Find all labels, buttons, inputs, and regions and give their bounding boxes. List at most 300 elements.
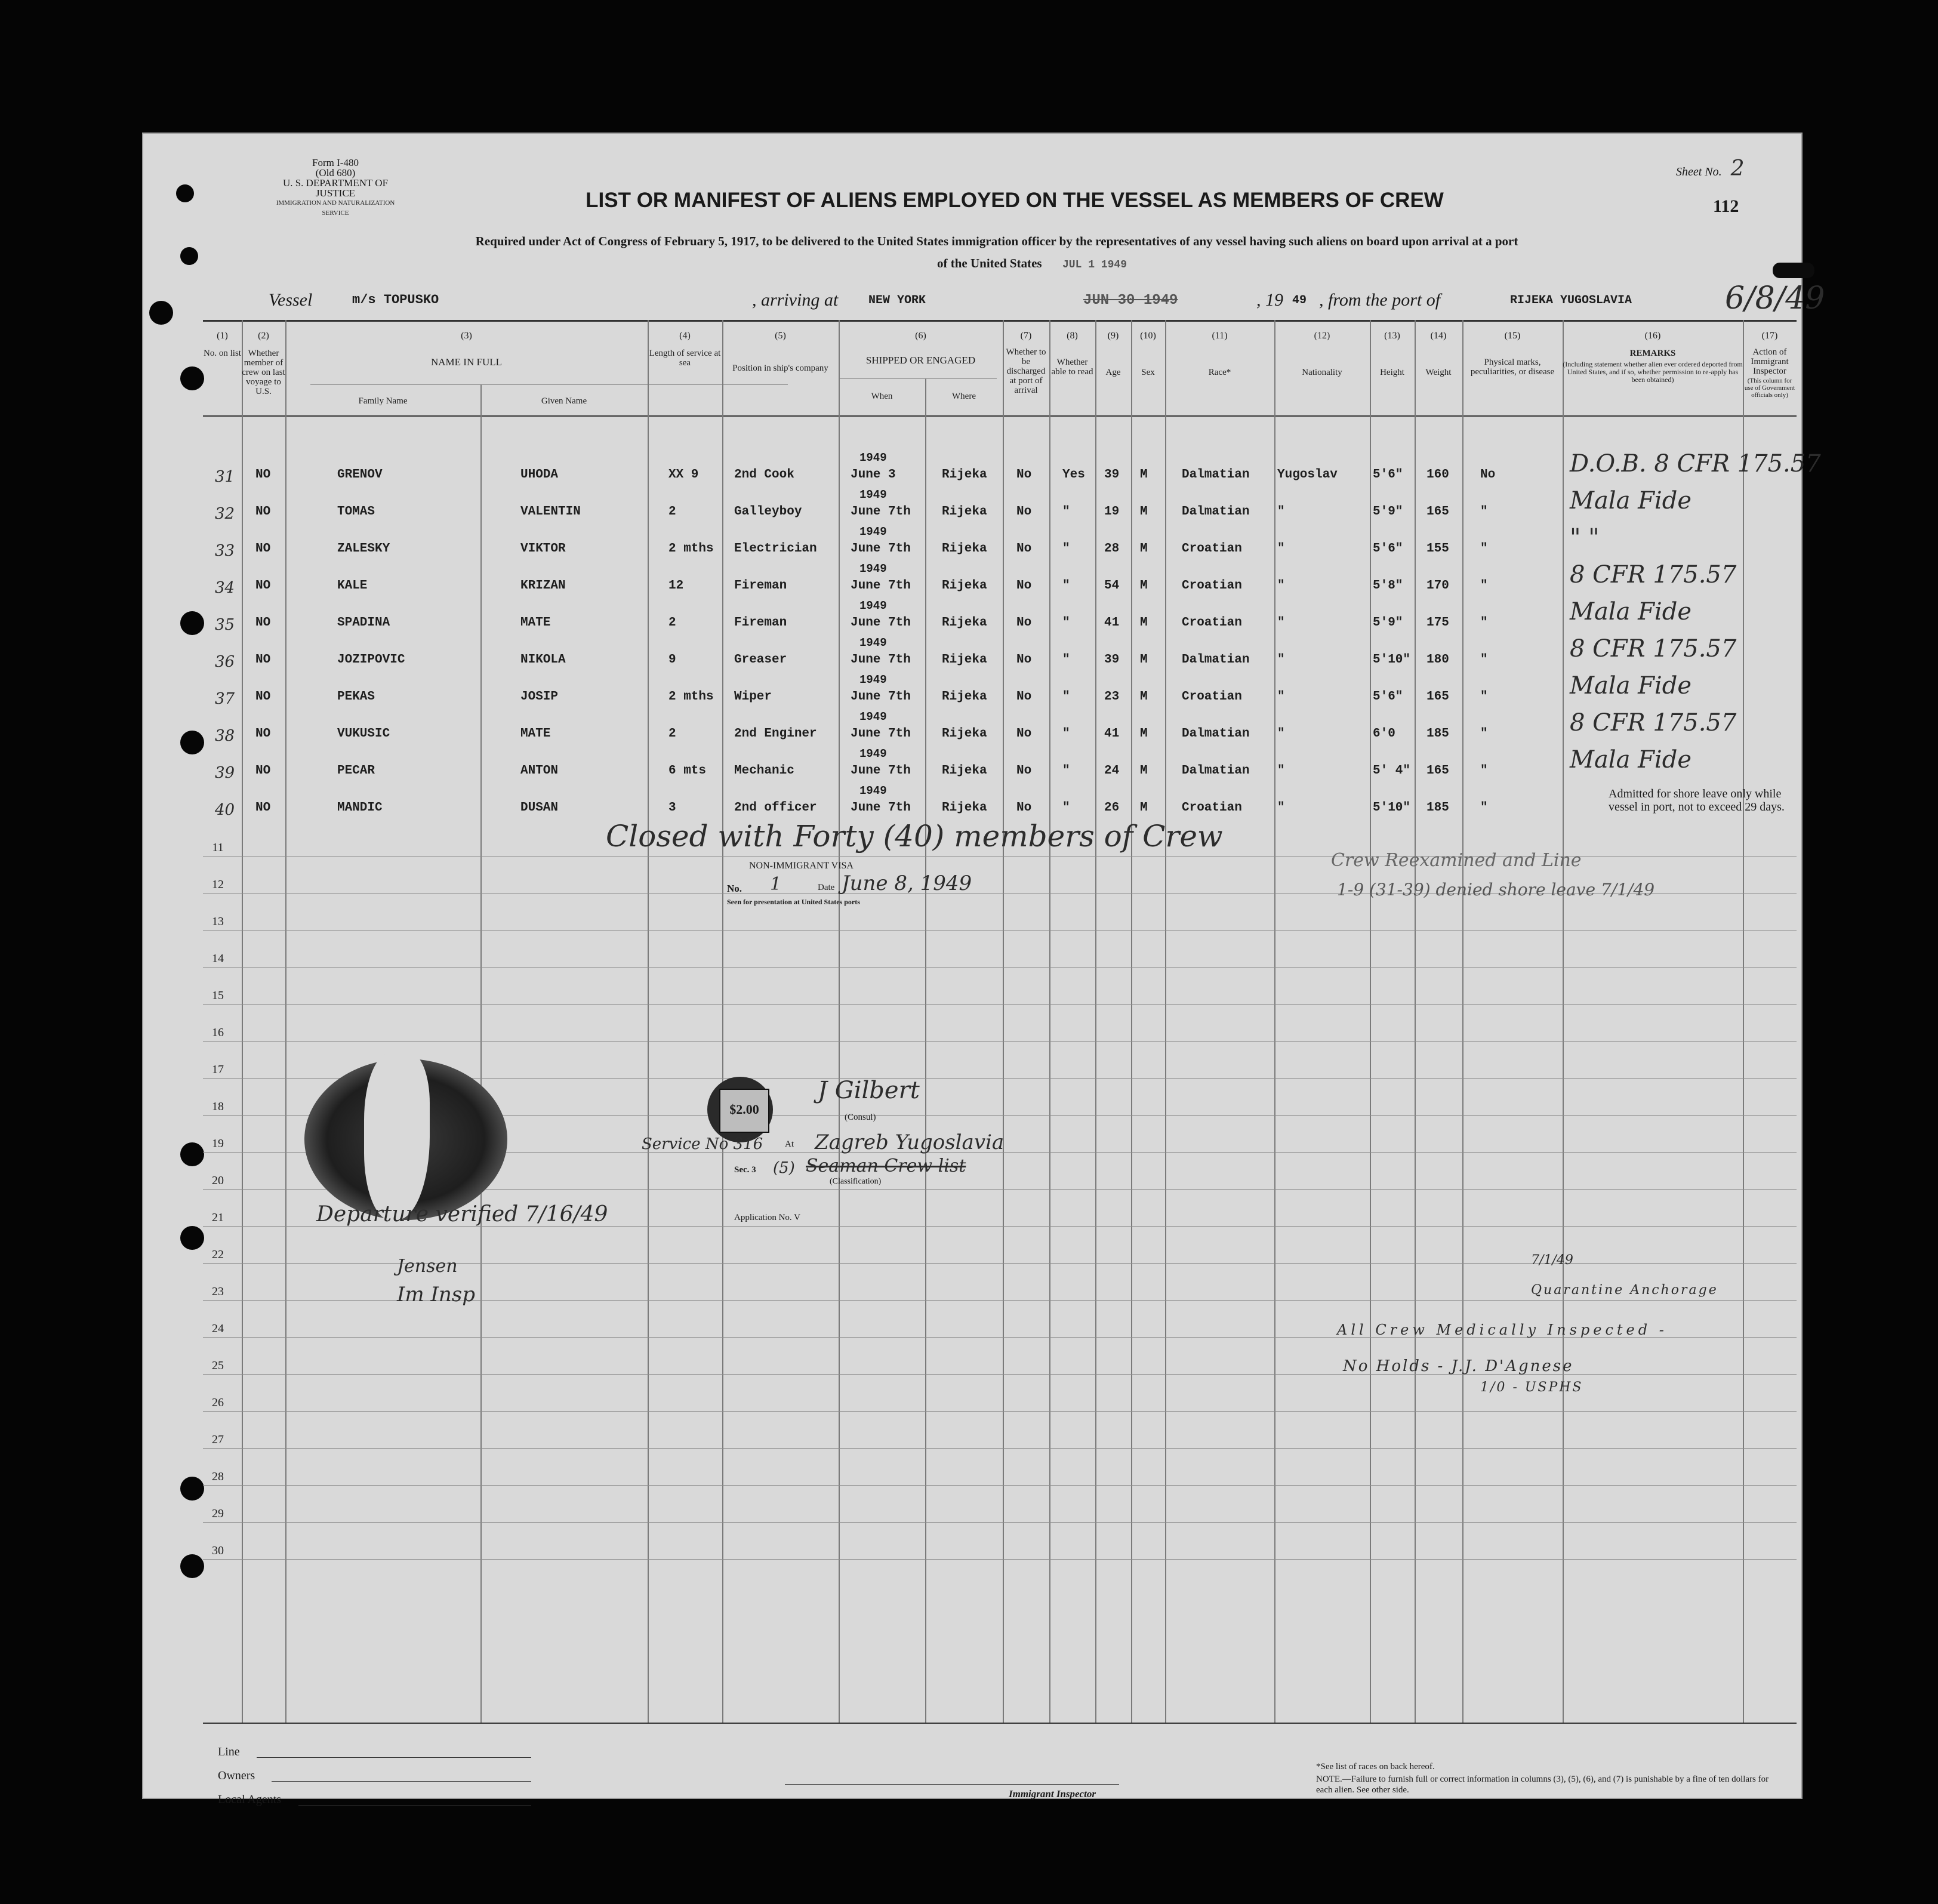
visa-title: NON-IMMIGRANT VISA xyxy=(749,861,854,871)
sex: M xyxy=(1140,542,1148,556)
vessel-name: m/s TOPUSKO xyxy=(352,292,439,307)
family-name: PECAR xyxy=(337,764,375,778)
shipped-when: June 7th xyxy=(851,690,911,704)
shipped-year: 1949 xyxy=(859,599,887,612)
service-length: 3 xyxy=(668,801,676,815)
nationality: " xyxy=(1277,505,1285,519)
shipped-year: 1949 xyxy=(859,673,887,686)
shipped-when: June 7th xyxy=(851,764,911,778)
weight: 170 xyxy=(1426,579,1449,593)
closing-note: Closed with Forty (40) members of Crew xyxy=(606,819,1223,854)
fee-stamp xyxy=(719,1089,769,1133)
punch-hole xyxy=(180,366,204,390)
shipped-where: Rijeka xyxy=(942,801,987,815)
race: Croatian xyxy=(1182,542,1242,556)
position: Electrician xyxy=(734,542,817,556)
shipped-where: Rijeka xyxy=(942,542,987,556)
race: Dalmatian xyxy=(1182,764,1250,778)
race: Croatian xyxy=(1182,579,1242,593)
redaction-mark xyxy=(1773,263,1814,278)
family-name: PEKAS xyxy=(337,690,375,704)
col-num: (2) xyxy=(258,331,269,341)
remarks: Mala Fide xyxy=(1570,598,1691,626)
fee-stamp-value: $2.00 xyxy=(729,1102,759,1117)
visa-date-label: Date xyxy=(818,883,835,892)
nationality: " xyxy=(1277,690,1285,704)
departure-note: Departure verified 7/16/49 xyxy=(316,1202,608,1227)
punch-hole xyxy=(180,1554,204,1578)
races-note: *See list of races on back hereof. xyxy=(1316,1762,1435,1771)
previous-voyage: NO xyxy=(255,616,271,630)
given-name: VALENTIN xyxy=(520,505,581,519)
ruled-line xyxy=(203,1004,1797,1005)
line-number: 17 xyxy=(212,1063,224,1076)
age: 28 xyxy=(1104,542,1120,556)
physical-marks: " xyxy=(1480,801,1488,815)
date-stamp-top: JUL 1 1949 xyxy=(1062,259,1127,271)
line-number: 19 xyxy=(212,1137,224,1150)
shipped-year: 1949 xyxy=(859,636,887,649)
col-num: (16) xyxy=(1644,331,1661,341)
medical-line-2: All Crew Medically Inspected - xyxy=(1337,1321,1668,1338)
col-divider xyxy=(839,320,840,1723)
able-to-read: " xyxy=(1062,801,1070,815)
sex: M xyxy=(1140,468,1148,482)
col-header-race: Race* xyxy=(1208,368,1231,377)
col-num: (5) xyxy=(775,331,786,341)
position: Mechanic xyxy=(734,764,794,778)
family-name: MANDIC xyxy=(337,801,383,815)
subheader-where: Where xyxy=(952,392,976,401)
previous-voyage: NO xyxy=(255,727,271,741)
col-header-shipped: SHIPPED OR ENGAGED xyxy=(865,355,976,366)
remarks-note: (Including statement whether alien ever ordered deported from United States, and if so, whether permission to re-apply has been obtained) xyxy=(1563,360,1743,384)
race: Croatian xyxy=(1182,690,1242,704)
shipped-when: June 7th xyxy=(851,542,911,556)
shore-leave-stamp: Admitted for shore leave only while vessel in port, not to exceed 29 days. xyxy=(1609,787,1785,814)
remarks: " " xyxy=(1570,524,1600,552)
sheet-number xyxy=(1676,156,1745,181)
nationality: " xyxy=(1277,727,1285,741)
line-number: 30 xyxy=(212,1544,224,1557)
visa-no: 1 xyxy=(770,874,782,895)
punch-hole xyxy=(180,1477,204,1501)
col-divider xyxy=(1131,320,1132,1723)
shipped-where: Rijeka xyxy=(942,616,987,630)
remarks: 8 CFR 175.57 xyxy=(1570,561,1737,589)
col-header-nationality: Nationality xyxy=(1302,368,1342,377)
previous-voyage: NO xyxy=(255,690,271,704)
crew-no: 34 xyxy=(215,579,235,597)
sex: M xyxy=(1140,764,1148,778)
ruled-line xyxy=(203,1411,1797,1412)
line-number: 18 xyxy=(212,1100,224,1113)
previous-voyage: NO xyxy=(255,579,271,593)
shipped-where: Rijeka xyxy=(942,579,987,593)
year-value: 49 xyxy=(1292,294,1307,307)
col-header-read: Whether able to read xyxy=(1051,358,1093,377)
punch-hole xyxy=(149,301,173,325)
col-divider xyxy=(1049,320,1050,1723)
crew-no: 35 xyxy=(215,616,235,634)
line-number: 16 xyxy=(212,1026,224,1039)
race: Dalmatian xyxy=(1182,653,1250,667)
col-header-position: Position in ship's company xyxy=(732,363,828,373)
line-number: 28 xyxy=(212,1470,224,1483)
col-num: (17) xyxy=(1761,331,1778,341)
remarks: D.O.B. 8 CFR 175.57 xyxy=(1570,450,1821,477)
previous-voyage: NO xyxy=(255,468,271,482)
col-num: (9) xyxy=(1107,331,1119,341)
service-length: 2 xyxy=(668,727,676,741)
discharged: No xyxy=(1016,653,1032,667)
age: 41 xyxy=(1104,727,1120,741)
shipped-when: June 7th xyxy=(851,616,911,630)
able-to-read: Yes xyxy=(1062,468,1085,482)
fine-note: NOTE.—Failure to furnish full or correct information in columns (3), (5), (6), and (7) is punishable by a fine of ten dollars for each alien. See other side. xyxy=(1316,1774,1769,1795)
position: 2nd Enginer xyxy=(734,727,817,741)
shipped-where: Rijeka xyxy=(942,764,987,778)
col-divider xyxy=(1743,320,1744,1723)
crew-no: 36 xyxy=(215,653,235,671)
col-header-sex: Sex xyxy=(1141,368,1155,377)
age: 26 xyxy=(1104,801,1120,815)
vessel-label: Vessel xyxy=(269,290,313,310)
form-header xyxy=(270,158,401,218)
line-number: 26 xyxy=(212,1396,224,1409)
line-number: 29 xyxy=(212,1507,224,1520)
vessel-line xyxy=(269,281,1825,316)
arriving-port: NEW YORK xyxy=(868,294,926,307)
col-num: (4) xyxy=(679,331,691,341)
discharged: No xyxy=(1016,579,1032,593)
discharged: No xyxy=(1016,505,1032,519)
shipped-when: June 3 xyxy=(851,468,896,482)
footer-owners-label: Owners xyxy=(218,1769,255,1782)
nationality: " xyxy=(1277,542,1285,556)
shipped-where: Rijeka xyxy=(942,505,987,519)
col-num: (11) xyxy=(1212,331,1228,341)
shipped-where: Rijeka xyxy=(942,727,987,741)
col-num: (10) xyxy=(1140,331,1156,341)
age: 39 xyxy=(1104,653,1120,667)
physical-marks: " xyxy=(1480,653,1488,667)
height: 5'10" xyxy=(1373,653,1411,667)
col-num: (12) xyxy=(1314,331,1330,341)
service-length: 12 xyxy=(668,579,684,593)
nationality: " xyxy=(1277,653,1285,667)
position: Greaser xyxy=(734,653,787,667)
line-number: 23 xyxy=(212,1285,224,1298)
height: 5'6" xyxy=(1373,690,1403,704)
nationality: " xyxy=(1277,801,1285,815)
shipped-year: 1949 xyxy=(859,451,887,464)
crew-no: 39 xyxy=(215,764,235,782)
previous-voyage: NO xyxy=(255,653,271,667)
able-to-read: " xyxy=(1062,542,1070,556)
line-number: 24 xyxy=(212,1322,224,1335)
able-to-read: " xyxy=(1062,653,1070,667)
ruled-line xyxy=(203,1485,1797,1486)
shipped-when: June 7th xyxy=(851,653,911,667)
previous-voyage: NO xyxy=(255,505,271,519)
visa-classification: Seaman Crew list xyxy=(806,1156,966,1176)
col-divider xyxy=(1462,320,1463,1723)
shipped-where: Rijeka xyxy=(942,653,987,667)
col-num: (3) xyxy=(461,331,472,341)
crew-no: 31 xyxy=(215,468,235,486)
sex: M xyxy=(1140,727,1148,741)
shipped-subrule xyxy=(839,378,997,379)
line-number: 12 xyxy=(212,878,224,891)
shipped-year: 1949 xyxy=(859,562,887,575)
service-length: 2 xyxy=(668,505,676,519)
discharged: No xyxy=(1016,764,1032,778)
family-name: JOZIPOVIC xyxy=(337,653,405,667)
medical-date: 7/1/49 xyxy=(1531,1253,1573,1268)
crew-no: 38 xyxy=(215,727,235,745)
age: 54 xyxy=(1104,579,1120,593)
position: Galleyboy xyxy=(734,505,802,519)
race: Dalmatian xyxy=(1182,505,1250,519)
from-port-label: , from the port of xyxy=(1319,290,1441,310)
shipped-when: June 7th xyxy=(851,727,911,741)
reexam-note-line-2: 1-9 (31-39) denied shore leave 7/1/49 xyxy=(1337,880,1655,899)
able-to-read: " xyxy=(1062,579,1070,593)
col-num: (6) xyxy=(915,331,926,341)
shipped-when: June 7th xyxy=(851,505,911,519)
col-divider xyxy=(648,320,649,1723)
visa-date: June 8, 1949 xyxy=(842,871,972,895)
subheader-when: When xyxy=(871,392,893,401)
col-divider xyxy=(1165,320,1166,1723)
shipped-year: 1949 xyxy=(859,525,887,538)
application-label: Application No. V xyxy=(734,1213,800,1222)
sex: M xyxy=(1140,653,1148,667)
service-length: 6 mts xyxy=(668,764,707,778)
arrival-date-stamp: JUN 30 1949 xyxy=(1083,292,1178,309)
weight: 180 xyxy=(1426,653,1449,667)
discharged: No xyxy=(1016,727,1032,741)
able-to-read: " xyxy=(1062,764,1070,778)
col-num: (14) xyxy=(1430,331,1447,341)
footer-agents-label: Local Agents xyxy=(218,1793,282,1806)
footer-rule xyxy=(203,1723,1797,1724)
nationality: Yugoslav xyxy=(1277,468,1338,482)
col-header-discharged: Whether to be discharged at port of arrival xyxy=(1006,347,1046,395)
page-number: 112 xyxy=(1713,196,1739,216)
sex: M xyxy=(1140,579,1148,593)
consul-signature: J Gilbert xyxy=(818,1077,920,1104)
punch-hole xyxy=(180,1142,204,1166)
sex: M xyxy=(1140,616,1148,630)
position: 2nd Cook xyxy=(734,468,794,482)
col-header-physical: Physical marks, peculiarities, or disease xyxy=(1470,358,1555,377)
visa-at-label: At xyxy=(785,1139,794,1149)
col-header-no: No. on list xyxy=(204,349,241,358)
service-length: 2 mths xyxy=(668,690,714,704)
family-name: GRENOV xyxy=(337,468,383,482)
inspector-sign-line xyxy=(785,1784,1119,1785)
medical-line-1: Quarantine Anchorage xyxy=(1531,1283,1718,1298)
remarks: Mala Fide xyxy=(1570,672,1691,700)
visa-sec-value: (5) xyxy=(773,1159,795,1177)
family-name: KALE xyxy=(337,579,368,593)
position: Fireman xyxy=(734,579,787,593)
service-length: 2 mths xyxy=(668,542,714,556)
from-port: RIJEKA YUGOSLAVIA xyxy=(1510,294,1632,307)
col-divider xyxy=(285,320,286,1723)
handwritten-date: 6/8/49 xyxy=(1725,281,1825,316)
ruled-line xyxy=(203,1522,1797,1523)
age: 41 xyxy=(1104,616,1120,630)
race: Dalmatian xyxy=(1182,468,1250,482)
height: 5' 4" xyxy=(1373,764,1411,778)
col-header-previous-voyage: Whether member of crew on last voyage to U.S. xyxy=(242,349,285,396)
year-label: , 19 xyxy=(1256,290,1283,310)
nationality: " xyxy=(1277,579,1285,593)
position: Fireman xyxy=(734,616,787,630)
line-number: 15 xyxy=(212,989,224,1002)
form-id: Form I-480 xyxy=(312,157,359,168)
line-number: 25 xyxy=(212,1359,224,1372)
previous-voyage: NO xyxy=(255,801,271,815)
weight: 160 xyxy=(1426,468,1449,482)
height: 5'9" xyxy=(1373,616,1403,630)
weight: 175 xyxy=(1426,616,1449,630)
col-header-height: Height xyxy=(1380,368,1404,377)
nationality: " xyxy=(1277,616,1285,630)
punch-hole xyxy=(180,1226,204,1250)
name-subrule xyxy=(310,384,788,385)
given-name: DUSAN xyxy=(520,801,559,815)
header-bottom-rule xyxy=(203,415,1797,417)
col-divider xyxy=(1003,320,1004,1723)
remarks: Mala Fide xyxy=(1570,487,1691,514)
given-name: VIKTOR xyxy=(520,542,566,556)
page-title: LIST OR MANIFEST OF ALIENS EMPLOYED ON THE VESSEL AS MEMBERS OF CREW xyxy=(586,189,1444,212)
footer-line-label: Line xyxy=(218,1745,240,1758)
inspector-label: Immigrant Inspector xyxy=(1009,1788,1096,1800)
weight: 165 xyxy=(1426,505,1449,519)
subtitle-line-1: Required under Act of Congress of February 5, 1917, to be delivered to the United States immigration officer by the representatives of any vessel having such aliens on board upon arrival at a port xyxy=(475,234,1518,248)
family-name: VUKUSIC xyxy=(337,727,390,741)
punch-hole xyxy=(176,184,194,202)
punch-hole xyxy=(180,247,198,265)
medical-line-3: No Holds - J.J. D'Agnese xyxy=(1343,1357,1574,1375)
service-length: XX 9 xyxy=(668,468,699,482)
footer-line-blank xyxy=(257,1757,531,1758)
shipped-when: June 7th xyxy=(851,579,911,593)
able-to-read: " xyxy=(1062,690,1070,704)
consul-label: (Consul) xyxy=(845,1113,876,1122)
position: Wiper xyxy=(734,690,772,704)
height: 5'6" xyxy=(1373,542,1403,556)
able-to-read: " xyxy=(1062,616,1070,630)
discharged: No xyxy=(1016,801,1032,815)
nationality: " xyxy=(1277,764,1285,778)
col-divider xyxy=(242,320,243,1723)
line-number: 14 xyxy=(212,952,224,965)
line-number: 27 xyxy=(212,1433,224,1446)
department: U. S. DEPARTMENT OF JUSTICE xyxy=(282,177,389,199)
physical-marks: No xyxy=(1480,468,1496,482)
service-number: Service No 316 xyxy=(642,1135,763,1153)
sex: M xyxy=(1140,505,1148,519)
shipped-year: 1949 xyxy=(859,710,887,723)
col-header-action: Action of Immigrant Inspector xyxy=(1751,347,1789,376)
col-num: (15) xyxy=(1504,331,1521,341)
shipped-year: 1949 xyxy=(859,488,887,501)
footer-owners-blank xyxy=(272,1781,531,1782)
shipped-where: Rijeka xyxy=(942,690,987,704)
medical-line-4: 1/0 - USPHS xyxy=(1480,1380,1583,1395)
line-number: 22 xyxy=(212,1248,224,1261)
col-num: (1) xyxy=(217,331,228,341)
discharged: No xyxy=(1016,542,1032,556)
sex: M xyxy=(1140,690,1148,704)
position: 2nd officer xyxy=(734,801,817,815)
shipped-when: June 7th xyxy=(851,801,911,815)
ruled-line xyxy=(203,967,1797,968)
line-number: 21 xyxy=(212,1211,224,1224)
given-name: JOSIP xyxy=(520,690,559,704)
physical-marks: " xyxy=(1480,727,1488,741)
col-num: (13) xyxy=(1384,331,1400,341)
col-divider xyxy=(925,378,926,1723)
height: 5'10" xyxy=(1373,801,1411,815)
col-divider xyxy=(1563,320,1564,1723)
shipped-where: Rijeka xyxy=(942,468,987,482)
col-divider xyxy=(1415,320,1416,1723)
punch-hole xyxy=(180,611,204,635)
col-num: (8) xyxy=(1067,331,1078,341)
given-name: NIKOLA xyxy=(520,653,566,667)
ruled-line xyxy=(203,1448,1797,1449)
shipped-year: 1949 xyxy=(859,747,887,760)
physical-marks: " xyxy=(1480,616,1488,630)
col-header-remarks: REMARKS xyxy=(1629,349,1676,358)
height: 5'9" xyxy=(1373,505,1403,519)
shipped-year: 1949 xyxy=(859,784,887,797)
sheet-no: 2 xyxy=(1730,156,1745,181)
ruled-line xyxy=(203,930,1797,931)
weight: 185 xyxy=(1426,801,1449,815)
service-length: 2 xyxy=(668,616,676,630)
given-name: MATE xyxy=(520,727,551,741)
weight: 165 xyxy=(1426,690,1449,704)
previous-voyage: NO xyxy=(255,764,271,778)
ruled-line xyxy=(203,1041,1797,1042)
classification-label: (Classification) xyxy=(830,1177,882,1186)
departure-inspector: Im Insp xyxy=(397,1283,476,1307)
remarks: 8 CFR 175.57 xyxy=(1570,635,1737,663)
col-divider xyxy=(1095,320,1096,1723)
ruled-line xyxy=(203,1559,1797,1560)
given-name: MATE xyxy=(520,616,551,630)
discharged: No xyxy=(1016,616,1032,630)
sheet-label: Sheet No. xyxy=(1676,165,1722,178)
inspector-note: (This column for use of Government officials only) xyxy=(1744,377,1795,399)
race: Croatian xyxy=(1182,616,1242,630)
family-name: SPADINA xyxy=(337,616,390,630)
given-name: UHODA xyxy=(520,468,559,482)
visa-sec-label: Sec. 3 xyxy=(734,1165,756,1175)
subheader-family: Family Name xyxy=(358,396,408,406)
line-number: 13 xyxy=(212,915,224,928)
given-name: KRIZAN xyxy=(520,579,566,593)
line-number: 11 xyxy=(212,841,224,854)
